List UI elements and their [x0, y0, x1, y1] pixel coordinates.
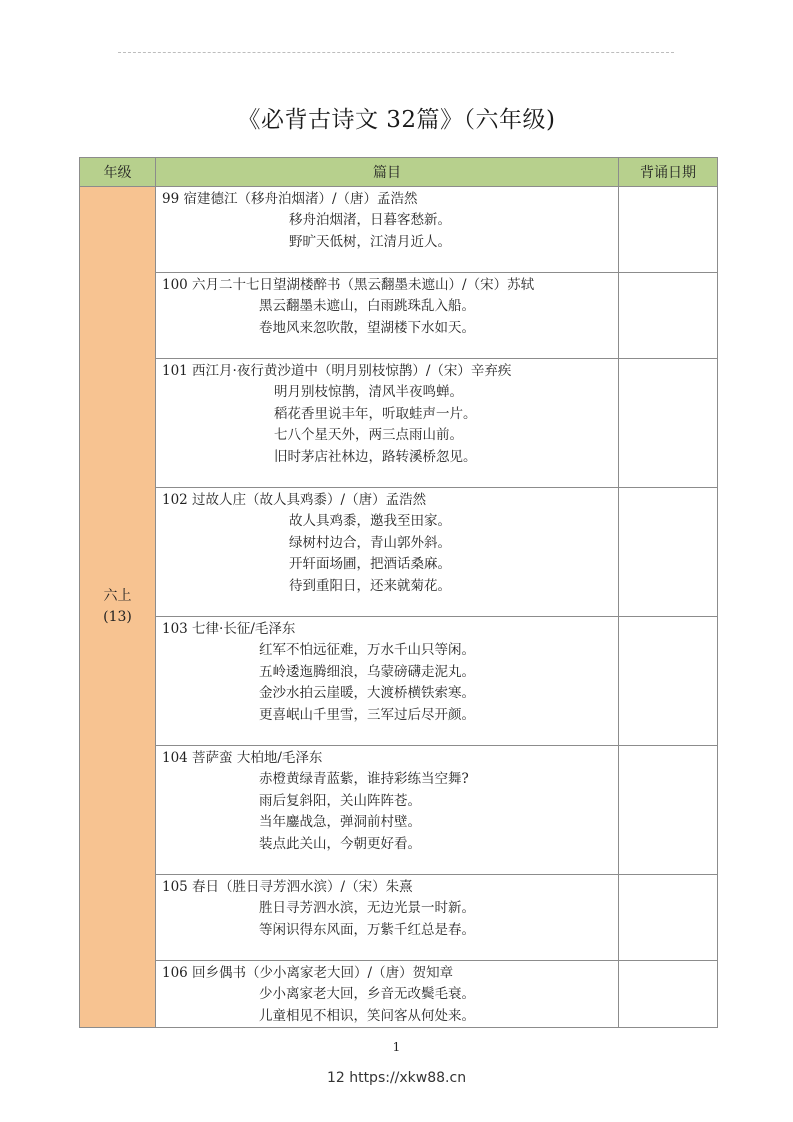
poem-line: 旧时茅店社林边，路转溪桥忽见。: [274, 448, 477, 465]
poem-line: 故人具鸡黍，邀我至田家。: [289, 513, 451, 530]
recitation-date-cell[interactable]: [619, 488, 718, 617]
table-body: [80, 187, 718, 1028]
poem-title: 99 宿建德江（移舟泊烟渚）/（唐）孟浩然: [162, 191, 418, 207]
poem-line: 五岭逶迤腾细浪，乌蒙磅礴走泥丸。: [259, 663, 475, 680]
column-header-date: 背诵日期: [619, 158, 718, 187]
poem-line: 装点此关山，今朝更好看。: [259, 835, 421, 852]
column-header-grade: 年级: [80, 158, 156, 187]
poem-line: 绿树村边合，青山郭外斜。: [289, 534, 451, 551]
poem-line: 黑云翻墨未遮山，白雨跳珠乱入船。: [259, 298, 475, 315]
poem-line: 卷地风来忽吹散，望湖楼下水如天。: [259, 319, 475, 336]
poem-line: 七八个星天外，两三点雨山前。: [274, 427, 463, 444]
poem-line: 等闲识得东风面，万紫千红总是春。: [259, 921, 475, 938]
poem-title: 101 西江月·夜行黄沙道中（明月别枝惊鹊）/（宋）辛弃疾: [162, 363, 512, 379]
poem-cell: [156, 746, 619, 875]
footer-url: 12 https://xkw88.cn: [326, 1070, 467, 1086]
poem-title: 100 六月二十七日望湖楼醉书（黑云翻墨未遮山）/（宋）苏轼: [162, 277, 535, 293]
poem-line: 雨后复斜阳，关山阵阵苍。: [259, 792, 421, 809]
table-row: [80, 617, 718, 746]
poem-cell: [156, 961, 619, 1028]
poem-cell: [156, 617, 619, 746]
poem-title: 102 过故人庄（故人具鸡黍）/（唐）孟浩然: [162, 492, 427, 508]
poem-line: 少小离家老大回，乡音无改鬓毛衰。: [259, 986, 475, 1003]
poem-cell: [156, 187, 619, 273]
recitation-date-cell[interactable]: [619, 273, 718, 359]
poem-line: 移舟泊烟渚，日暮客愁新。: [289, 212, 451, 229]
poem-line: 金沙水拍云崖暖，大渡桥横铁索寒。: [259, 685, 475, 702]
poem-table: [79, 157, 718, 1028]
poem-line: 明月别枝惊鹊，清风半夜鸣蝉。: [274, 384, 463, 401]
poem-line: 野旷天低树，江清月近人。: [289, 233, 451, 250]
poem-line: 当年鏖战急，弹洞前村壁。: [259, 814, 421, 831]
table-row: [80, 746, 718, 875]
poem-cell: [156, 875, 619, 961]
poem-line: 胜日寻芳泗水滨，无边光景一时新。: [259, 900, 475, 917]
recitation-date-cell[interactable]: [619, 961, 718, 1028]
poem-line: 红军不怕远征难，万水千山只等闲。: [259, 642, 475, 659]
poem-line: 开轩面场圃，把酒话桑麻。: [289, 556, 451, 573]
poem-line: 待到重阳日，还来就菊花。: [289, 577, 451, 594]
recitation-date-cell[interactable]: [619, 875, 718, 961]
recitation-date-cell[interactable]: [619, 746, 718, 875]
table-row: [80, 187, 718, 273]
page-number: 1: [392, 1040, 401, 1054]
grade-label: 六上: [103, 588, 132, 605]
table-row: [80, 961, 718, 1028]
document-title: 《必背古诗文 32篇》（六年级): [237, 107, 556, 133]
recitation-date-cell[interactable]: [619, 359, 718, 488]
poem-title: 106 回乡偶书（少小离家老大回）/（唐）贺知章: [162, 965, 454, 981]
header-rule: [118, 52, 674, 53]
recitation-date-cell[interactable]: [619, 617, 718, 746]
table-row: [80, 359, 718, 488]
poem-cell: [156, 359, 619, 488]
poem-line: 更喜岷山千里雪，三军过后尽开颜。: [259, 706, 475, 723]
poem-line: 赤橙黄绿青蓝紫，谁持彩练当空舞?: [259, 771, 469, 788]
poem-title: 103 七律·长征/毛泽东: [162, 621, 296, 637]
poem-line: 儿童相见不相识，笑问客从何处来。: [259, 1007, 475, 1024]
poem-title: 105 春日（胜日寻芳泗水滨）/（宋）朱熹: [162, 879, 413, 895]
poem-cell: [156, 488, 619, 617]
poem-cell: [156, 273, 619, 359]
recitation-date-cell[interactable]: [619, 187, 718, 273]
table-row: [80, 273, 718, 359]
column-header-poem: 篇目: [156, 158, 619, 187]
table-header-row: [80, 158, 718, 187]
grade-count: (13): [103, 609, 132, 626]
grade-cell: [80, 187, 156, 1028]
table-row: [80, 488, 718, 617]
table-row: [80, 875, 718, 961]
poem-title: 104 菩萨蛮 大柏地/毛泽东: [162, 750, 323, 766]
poem-line: 稻花香里说丰年，听取蛙声一片。: [274, 405, 477, 422]
